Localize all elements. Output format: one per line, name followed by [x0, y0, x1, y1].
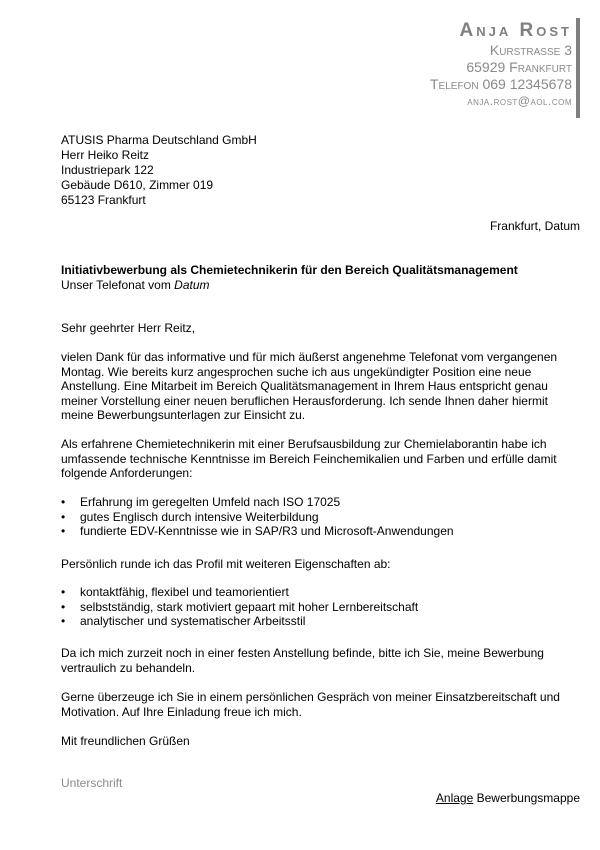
letterhead-bar — [576, 18, 580, 118]
paragraph-confidential: Da ich mich zurzeit noch in einer festen Anstellung befinde, bitte ich Sie, meine Bewerbung vertraulich zu behandeln. — [61, 646, 544, 675]
recipient-address — [61, 133, 257, 208]
paragraph-intro: vielen Dank für das informative und für mich äußerst angenehme Telefonat vom vergangenen Montag. Wie bereits kurz angesprochen suche ich aus ungekündigter Position eine neue Anstellung. Eine Mitarbeit im Bereich Qualitätsmanagement in Ihrem Haus entspricht genau meiner Vorstellung einer neuen beruflichen Herausforderung. Ich sende Ihnen daher hiermit meine Bewerbungsunterlagen zur Einsicht zu. — [61, 350, 558, 422]
enclosure-text: Bewerbungsmappe — [473, 791, 580, 805]
bullet-icon: • — [61, 585, 66, 599]
subject-block — [61, 263, 518, 293]
list-item — [61, 600, 581, 615]
sender-name: Anja Rost — [459, 20, 572, 41]
list-item-text: gutes Englisch durch intensive Weiterbildung — [80, 509, 319, 524]
sender-street: Kurstrasse 3 — [489, 42, 572, 58]
list-item — [61, 614, 581, 629]
sender-city: 65929 Frankfurt — [466, 59, 572, 75]
subject-reference — [61, 278, 518, 293]
bullet-icon: • — [61, 524, 66, 538]
list-item-text: Erfahrung im geregelten Umfeld nach ISO 17025 — [80, 495, 341, 509]
letter-date: Frankfurt, Datum — [489, 219, 580, 233]
recipient-line: ATUSIS Pharma Deutschland GmbH — [61, 133, 257, 147]
paragraph-interview: Gerne überzeuge ich Sie in einem persönlichen Gespräch von meiner Einsatzbereitschaft und Motivation. Auf Ihre Einladung freue ich mich. — [61, 690, 560, 719]
paragraph-profile: Persönlich runde ich das Profil mit weiteren Eigenschaften ab: — [61, 557, 391, 571]
enclosure-label: Anlage — [435, 791, 474, 805]
bullet-icon: • — [61, 614, 66, 628]
paragraph-qualifications: Als erfahrene Chemietechnikerin mit einer Berufsausbildung zur Chemielaborantin habe ich umfassende technische Kenntnisse im Bereich Feinchemikalien und Farben und erfülle damit folgende Anforderungen: — [61, 437, 557, 480]
list-item-text: analytischer und systematischer Arbeitsstil — [80, 614, 306, 628]
list-item-text: selbstständig, stark motiviert gepaart mit hoher Lernbereitschaft — [80, 599, 419, 614]
list-item — [61, 585, 581, 600]
recipient-line: Herr Heiko Reitz — [61, 148, 150, 162]
bullet-icon: • — [61, 495, 66, 509]
recipient-line: Gebäude D610, Zimmer 019 — [61, 178, 214, 192]
list-item — [61, 524, 581, 539]
list-item-text: fundierte EDV-Kenntnisse wie in SAP/R3 und Microsoft-Anwendungen — [80, 524, 454, 538]
recipient-line: 65123 Frankfurt — [61, 193, 146, 207]
bullet-icon: • — [61, 599, 66, 614]
list-item-text: kontaktfähig, flexibel und teamorientiert — [80, 585, 289, 599]
list-item — [61, 510, 581, 525]
list-item — [61, 495, 581, 510]
sender-email: anja.rost@aol.com — [467, 94, 572, 108]
enclosure — [436, 791, 580, 805]
salutation: Sehr geehrter Herr Reitz, — [61, 321, 196, 335]
requirements-list — [61, 495, 581, 539]
recipient-line: Industriepark 122 — [61, 163, 154, 177]
subject-title: Initiativbewerbung als Chemietechnikerin für den Bereich Qualitätsmanagement — [61, 263, 518, 277]
signature-placeholder: Unterschrift — [61, 776, 123, 790]
traits-list — [61, 585, 581, 629]
closing-formula: Mit freundlichen Grüßen — [61, 734, 190, 748]
bullet-icon: • — [61, 509, 66, 524]
subject-reference-date: Datum — [174, 278, 210, 292]
subject-reference-prefix: Unser Telefonat vom — [61, 278, 175, 292]
letterhead — [430, 20, 572, 110]
sender-phone: Telefon 069 12345678 — [430, 76, 572, 92]
